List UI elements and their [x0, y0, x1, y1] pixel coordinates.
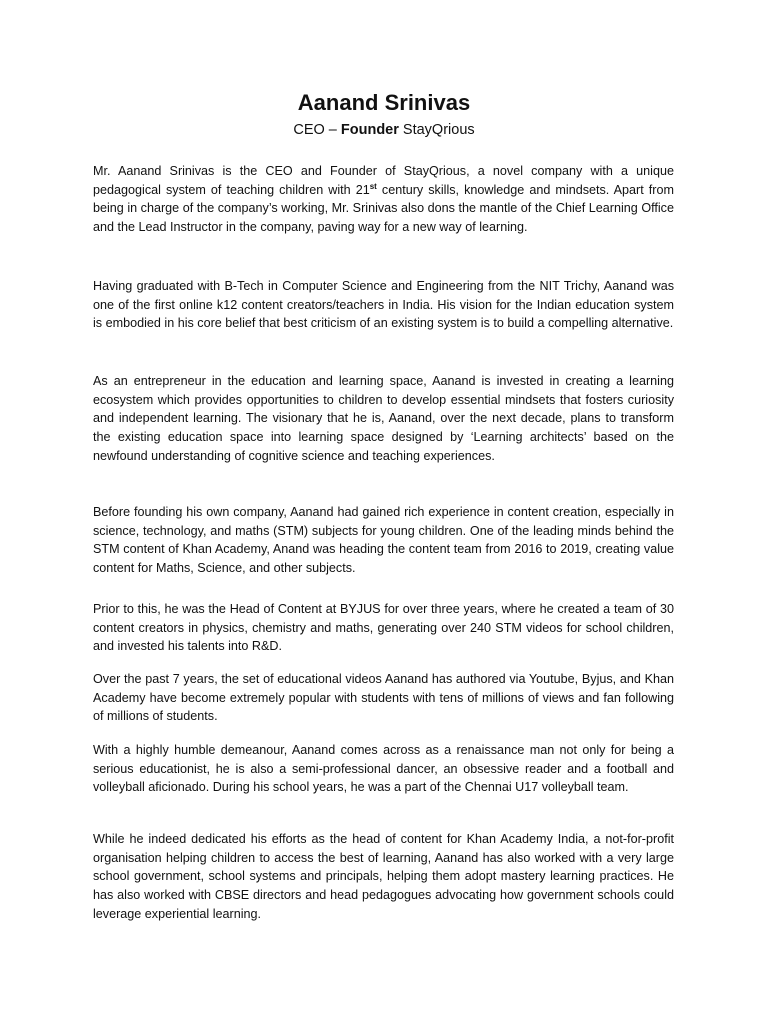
paragraph-personal: With a highly humble demeanour, Aanand comes across as a renaissance man not only for being a serious educationist, he is also a semi-professional dancer, an obsessive reader and a football and volleyball aficionado. During his school years, he was a part of the Chennai U17 volleyball team. — [93, 743, 674, 795]
subtitle-founder: Founder — [340, 122, 399, 138]
paragraph-intro-after: century skills, knowledge and mindsets. Apart from being in charge of the company’s working, Mr. Srinivas also dons the mantle of the Chief Learning Office and the Lead Instructor in the company, paving way for a new way of learning. — [93, 182, 674, 235]
page-title: Aanand Srinivas — [297, 90, 471, 115]
paragraph-entrepreneur: As an entrepreneur in the education and learning space, Aanand is invested in creating a learning ecosystem which provides opportunities to children to develop essential mindsets that fosters curiosity and independent learning. The visionary that he is, Aanand, over the next decade, plans to transform the existing education space into learning space designed by ‘Learning architects’ based on the newfound understanding of cognitive science and teaching experiences. — [93, 374, 674, 463]
subtitle-company: StayQrious — [402, 122, 475, 138]
paragraph-education: Having graduated with B-Tech in Computer Science and Engineering from the NIT Trichy, Aanand was one of the first online k12 content creators/teachers in India. His vision for the Indian education system is embodied in his core belief that best criticism of an existing system is to build a compelling alternative. — [93, 279, 674, 331]
paragraph-experience: Before founding his own company, Aanand had gained rich experience in content creation, especially in science, technology, and maths (STM) subjects for young children. One of the leading minds behind the STM content of Khan Academy, Anand was heading the content team from 2016 to 2019, creating value content for Maths, Science, and other subjects. — [93, 505, 674, 576]
paragraph-intro-sup: st — [369, 181, 377, 191]
paragraph-videos: Over the past 7 years, the set of educational videos Aanand has authored via Youtube, Byjus, and Khan Academy have become extremely popular with students with tens of millions of views and fan following of millions of students. — [93, 672, 674, 724]
paragraph-khan-academy: While he indeed dedicated his efforts as the head of content for Khan Academy India, a not-for-profit organisation helping children to access the best of learning, Aanand has also worked with a very large school government, school systems and principals, helping them adopt mastery learning practices. He has also worked with CBSE directors and head pedagogues advocating how government schools could leverage experiential learning. — [93, 832, 674, 921]
subtitle-role: CEO – — [293, 122, 337, 138]
page-subtitle — [0, 120, 768, 140]
paragraph-intro — [93, 162, 674, 237]
paragraph-intro-before: Mr. Aanand Srinivas is the CEO and Founder of StayQrious, a novel company with a unique pedagogical system of teaching children with 21 — [93, 164, 674, 197]
paragraph-byjus: Prior to this, he was the Head of Content at BYJUS for over three years, where he created a team of 30 content creators in physics, chemistry and maths, generating over 240 STM videos for school children, and invested his talents into R&D. — [93, 602, 674, 654]
